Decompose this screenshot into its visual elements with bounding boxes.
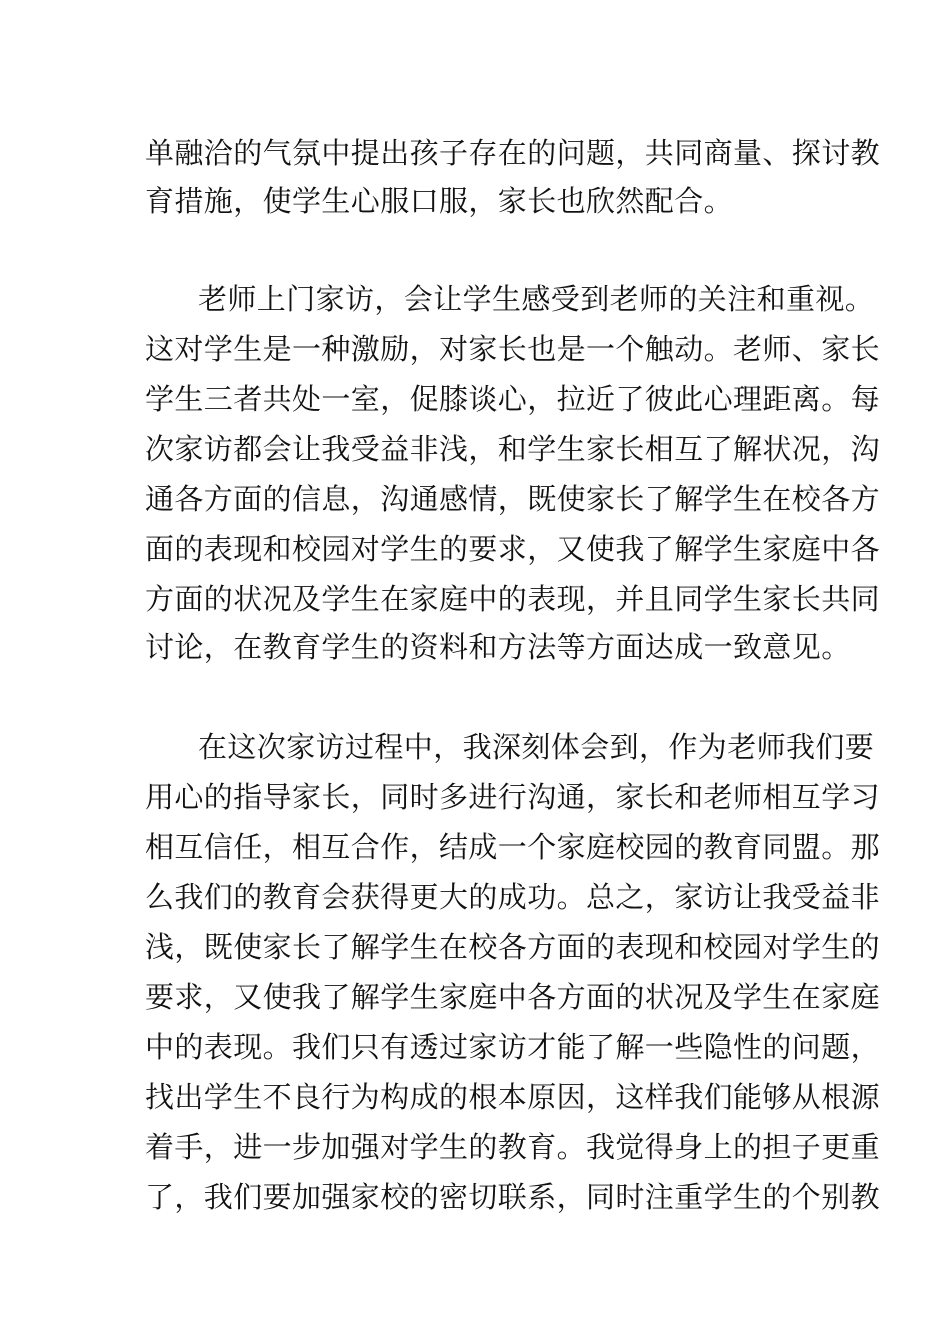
text-line: 了，我们要加强家校的密切联系，同时注重学生的个别教 <box>145 1180 881 1214</box>
text-line: 在这次家访过程中，我深刻体会到，作为老师我们要 <box>198 730 875 764</box>
text-line: 次家访都会让我受益非浅，和学生家长相互了解状况，沟 <box>145 432 881 466</box>
text-line: 么我们的教育会获得更大的成功。总之，家访让我受益非 <box>145 880 881 914</box>
text-line: 老师上门家访，会让学生感受到老师的关注和重视。 <box>198 282 875 316</box>
text-line: 育措施，使学生心服口服，家长也欣然配合。 <box>145 184 734 218</box>
text-line: 通各方面的信息，沟通感情，既使家长了解学生在校各方 <box>145 482 881 516</box>
text-line: 单融洽的气氛中提出孩子存在的问题，共同商量、探讨教 <box>145 136 881 170</box>
text-line: 讨论，在教育学生的资料和方法等方面达成一致意见。 <box>145 630 851 664</box>
text-line: 着手，进一步加强对学生的教育。我觉得身上的担子更重 <box>145 1130 881 1164</box>
text-line: 用心的指导家长，同时多进行沟通，家长和老师相互学习 <box>145 780 881 814</box>
text-line: 找出学生不良行为构成的根本原因，这样我们能够从根源 <box>145 1080 881 1114</box>
text-line: 中的表现。我们只有透过家访才能了解一些隐性的问题， <box>145 1030 881 1064</box>
text-line: 方面的状况及学生在家庭中的表现，并且同学生家长共同 <box>145 582 881 616</box>
text-line: 学生三者共处一室，促膝谈心，拉近了彼此心理距离。每 <box>145 382 881 416</box>
text-line: 面的表现和校园对学生的要求，又使我了解学生家庭中各 <box>145 532 881 566</box>
text-line: 这对学生是一种激励，对家长也是一个触动。老师、家长 <box>145 332 881 366</box>
text-line: 要求，又使我了解学生家庭中各方面的状况及学生在家庭 <box>145 980 881 1014</box>
text-line: 相互信任，相互合作，结成一个家庭校园的教育同盟。那 <box>145 830 881 864</box>
text-line: 浅，既使家长了解学生在校各方面的表现和校园对学生的 <box>145 930 881 964</box>
